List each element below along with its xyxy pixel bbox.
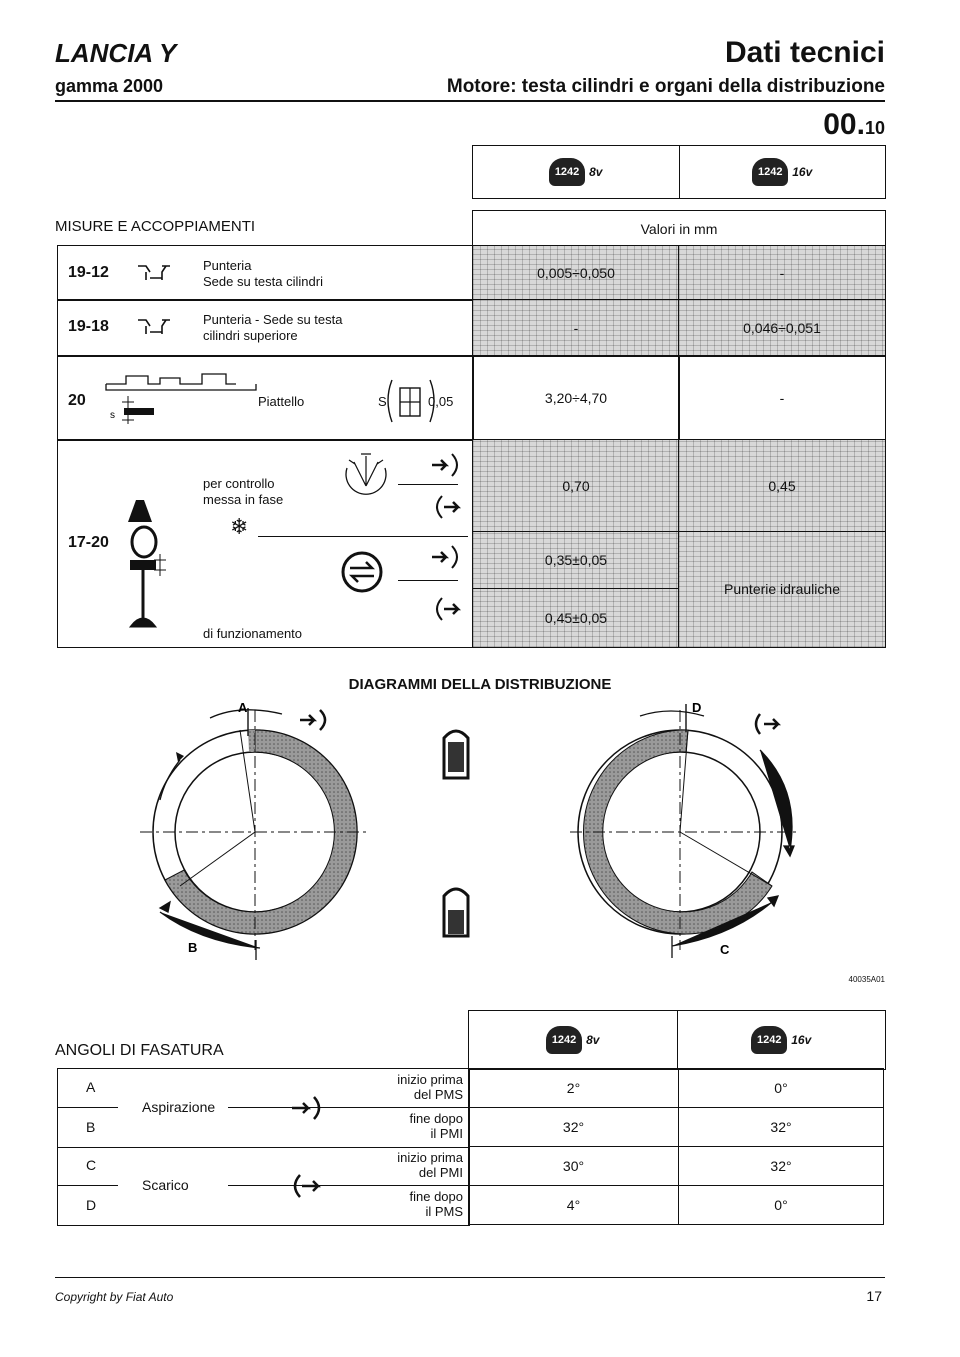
shim-symbol: S bbox=[378, 394, 387, 409]
run-label: di funzionamento bbox=[203, 626, 303, 641]
diagram-label-a: A bbox=[238, 700, 248, 715]
angle-desc: del PMS bbox=[413, 1087, 463, 1102]
units-cell: Valori in mm bbox=[472, 210, 886, 248]
value-19-18-8v: - bbox=[472, 299, 680, 357]
engine-icon: 1242 bbox=[549, 158, 585, 186]
tappet-seat-icon bbox=[136, 314, 176, 340]
row-desc: Sede su testa cilindri bbox=[203, 274, 323, 289]
angle-letter-c: C bbox=[86, 1157, 97, 1173]
angle-desc: fine dopo bbox=[409, 1111, 463, 1126]
timing-gauge-icon bbox=[341, 448, 391, 508]
engine-variant: 16v bbox=[792, 165, 813, 179]
engine-variant: 16v bbox=[791, 1033, 812, 1047]
angle-b-16v: 32° bbox=[679, 1108, 884, 1147]
angle-c-16v: 32° bbox=[679, 1147, 884, 1186]
row-desc: cilindri superiore bbox=[203, 328, 298, 343]
measure-row-20-label bbox=[57, 355, 474, 441]
table-row bbox=[469, 1108, 884, 1147]
footer-divider bbox=[55, 1277, 885, 1278]
measure-row-19-18-label bbox=[57, 299, 474, 357]
exhaust-label: Scarico bbox=[142, 1177, 189, 1193]
row-code: 19-12 bbox=[68, 264, 109, 281]
value-run-intake-8v: 0,35±0,05 bbox=[472, 531, 680, 590]
engine-variant: 8v bbox=[586, 1033, 600, 1047]
page-subtitle: Motore: testa cilindri e organi della distribuzione bbox=[446, 76, 885, 97]
tappet-seat-icon bbox=[136, 260, 176, 286]
intake-timing-diagram bbox=[120, 690, 390, 970]
exhaust-timing-diagram bbox=[560, 690, 840, 970]
value-run-exhaust-8v: 0,45±0,05 bbox=[472, 588, 680, 648]
row-code: 19-18 bbox=[68, 318, 109, 335]
row-code: 20 bbox=[68, 392, 86, 409]
row-desc: Punteria bbox=[203, 258, 252, 273]
shim-icon bbox=[104, 366, 264, 426]
exhaust-icon bbox=[756, 714, 778, 734]
angle-desc: inizio prima bbox=[397, 1072, 463, 1087]
check-label: per controllo bbox=[203, 476, 275, 491]
piston-tdc-icon bbox=[440, 722, 472, 780]
diagram-label-d: D bbox=[692, 700, 702, 715]
value-check-8v: 0,70 bbox=[472, 439, 680, 533]
svg-text:s: s bbox=[110, 410, 115, 421]
engine-16v-cell bbox=[679, 146, 886, 198]
value-19-18-16v: 0,046÷0,051 bbox=[678, 299, 886, 357]
angle-d-8v: 4° bbox=[469, 1186, 679, 1225]
copyright: Copyright by Fiat Auto bbox=[55, 1290, 174, 1304]
section-number: 00.10 bbox=[823, 108, 885, 141]
running-engine-icon bbox=[340, 550, 384, 594]
measure-row-19-12-label bbox=[57, 245, 474, 301]
intake-icon bbox=[300, 710, 325, 730]
page-number: 17 bbox=[866, 1288, 882, 1304]
cold-engine-icon: ❄ bbox=[230, 514, 249, 539]
intake-icon bbox=[428, 448, 464, 482]
value-20-16v: - bbox=[678, 355, 886, 441]
table-row bbox=[469, 1186, 884, 1225]
model-range: gamma 2000 bbox=[55, 76, 164, 96]
exhaust-icon bbox=[430, 492, 466, 522]
table-row bbox=[469, 1147, 884, 1186]
angles-label-block bbox=[57, 1068, 470, 1226]
engine-variant: 8v bbox=[589, 165, 603, 179]
angle-desc: del PMI bbox=[418, 1165, 463, 1180]
piston-bdc-icon bbox=[440, 880, 472, 938]
row-code: 17-20 bbox=[68, 534, 109, 551]
angle-desc: il PMS bbox=[425, 1204, 463, 1219]
value-19-12-16v: - bbox=[678, 245, 886, 301]
exhaust-icon bbox=[430, 594, 466, 624]
clearance-row-label bbox=[57, 439, 474, 648]
measures-heading: MISURE E ACCOPPIAMENTI bbox=[55, 218, 256, 235]
value-20-8v: 3,20÷4,70 bbox=[472, 355, 680, 441]
engine-header-angles bbox=[468, 1010, 886, 1070]
angles-heading: ANGOLI DI FASATURA bbox=[55, 1042, 224, 1059]
value-run-16v: Punterie idrauliche bbox=[678, 531, 886, 648]
angle-letter-b: B bbox=[86, 1119, 96, 1135]
engine-icon: 1242 bbox=[751, 1026, 787, 1054]
diagram-label-c: C bbox=[720, 942, 730, 957]
intake-icon bbox=[428, 540, 464, 574]
engine-icon: 1242 bbox=[752, 158, 788, 186]
angle-letter-a: A bbox=[86, 1079, 96, 1095]
row-desc: Piattello bbox=[258, 394, 305, 409]
angle-b-8v: 32° bbox=[469, 1108, 679, 1147]
exhaust-icon bbox=[290, 1169, 330, 1203]
shim-value: 0,05 bbox=[428, 394, 454, 409]
diagram-label-b: B bbox=[188, 940, 198, 955]
angle-c-8v: 30° bbox=[469, 1147, 679, 1186]
engine-icon: 1242 bbox=[546, 1026, 582, 1054]
angle-desc: il PMI bbox=[430, 1126, 463, 1141]
figure-ref-code: 40035A01 bbox=[848, 975, 885, 984]
brand-title: LANCIA Y bbox=[55, 38, 177, 68]
intake-icon bbox=[288, 1091, 328, 1125]
engine-8v-cell bbox=[473, 146, 679, 198]
angle-desc: fine dopo bbox=[409, 1189, 463, 1204]
engine-8v-cell bbox=[469, 1011, 677, 1069]
page-title: Dati tecnici bbox=[724, 36, 885, 69]
valve-icon bbox=[122, 498, 172, 638]
engine-16v-cell bbox=[677, 1011, 886, 1069]
check-label: messa in fase bbox=[203, 492, 284, 507]
angle-letter-d: D bbox=[86, 1197, 97, 1213]
intake-label: Aspirazione bbox=[142, 1099, 216, 1115]
diagrams-heading: DIAGRAMMI DELLA DISTRIBUZIONE bbox=[348, 676, 612, 693]
angle-d-16v: 0° bbox=[679, 1186, 884, 1225]
angles-values-table bbox=[468, 1068, 884, 1225]
value-check-16v: 0,45 bbox=[678, 439, 886, 533]
angle-a-8v: 2° bbox=[469, 1069, 679, 1108]
angle-a-16v: 0° bbox=[679, 1069, 884, 1108]
value-19-12-8v: 0,005÷0,050 bbox=[472, 245, 680, 301]
angle-desc: inizio prima bbox=[397, 1150, 463, 1165]
engine-header-top bbox=[472, 145, 886, 199]
header-divider bbox=[55, 100, 885, 102]
row-desc: Punteria - Sede su testa bbox=[203, 312, 343, 327]
table-row bbox=[469, 1069, 884, 1108]
